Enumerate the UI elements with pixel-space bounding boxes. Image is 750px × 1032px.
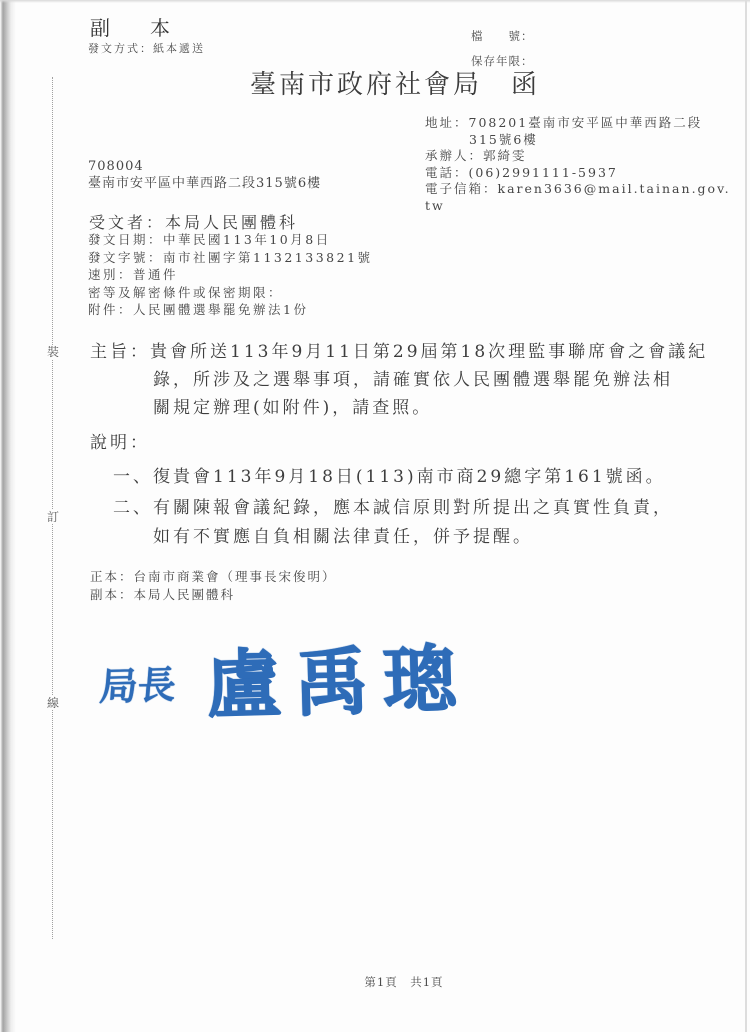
sender-contact-person: 承辦人：郭綺雯 xyxy=(425,148,527,163)
document-meta-block xyxy=(88,231,373,319)
speed-class: 速別：普通件 xyxy=(88,267,179,282)
subject-line-1: 主旨：貴會所送113年9月11日第29屆第18次理監事聯席會之會議紀 xyxy=(90,342,709,362)
subject-paragraph xyxy=(90,338,708,422)
signature-title: 局長 xyxy=(98,661,178,709)
subject-line-2: 錄，所涉及之選舉事項，請確實依人民團體選舉罷免辦法相 xyxy=(153,370,673,390)
sender-address-line2: 315號6樓 xyxy=(469,131,538,147)
recipient-line: 受文者：本局人民團體科 xyxy=(89,213,299,232)
sender-email-line2: tw xyxy=(425,197,445,213)
document-number: 發文字號：南市社團字第1132133821號 xyxy=(88,249,373,265)
document-title: 臺南市政府社會局 函 xyxy=(250,70,541,100)
copy-recipient: 副本：本局人民團體科 xyxy=(90,586,236,602)
explanation-heading: 說明： xyxy=(90,433,150,453)
explanation-item-1: 一、復貴會113年9月18日(113)南市商29總字第161號函。 xyxy=(113,467,666,487)
sender-email-line1: 電子信箱：karen3636@mail.tainan.gov. xyxy=(425,181,731,196)
explanation-item-2: 二、有關陳報會議紀錄，應本誠信原則對所提出之真實性負責， xyxy=(113,498,673,518)
binding-mark-ding: 訂 xyxy=(46,510,59,524)
retention-period-label: 保存年限： xyxy=(471,54,534,68)
explanation-item-2-continued: 如有不實應自負相關法律責任，併予提醒。 xyxy=(153,527,533,547)
scan-edge-right xyxy=(745,0,747,1032)
binding-dotted-line xyxy=(52,77,53,939)
subject-line-3: 關規定辦理(如附件)，請查照。 xyxy=(153,398,433,418)
recipient-address-block xyxy=(88,158,321,192)
file-number-label: 檔 號： xyxy=(471,29,534,43)
sender-address-line1: 地址：708201臺南市安平區中華西路二段 xyxy=(425,115,703,130)
binding-mark-zhuang: 裝 xyxy=(46,345,59,359)
recipient-street: 臺南市安平區中華西路二段315號6樓 xyxy=(88,176,322,191)
signature-name: 盧禹璁 xyxy=(205,636,472,730)
page-number-footer: 第1頁 共1頁 xyxy=(364,975,444,989)
security-class: 密等及解密條件或保密期限： xyxy=(88,284,284,300)
scan-edge-top xyxy=(0,0,750,3)
issue-date: 發文日期：中華民國113年10月8日 xyxy=(88,232,331,247)
sender-phone: 電話：(06)2991111-5937 xyxy=(425,164,618,180)
binding-mark-xian: 線 xyxy=(46,696,59,710)
copy-type-label: 副 本 xyxy=(90,16,180,40)
director-signature xyxy=(99,620,472,736)
attachment-note: 附件：人民團體選舉罷免辦法1份 xyxy=(88,302,309,317)
distribution-block xyxy=(90,568,337,603)
sender-contact-block xyxy=(425,115,731,214)
scan-edge-left xyxy=(0,0,16,1032)
recipient-zip: 708004 xyxy=(88,159,144,174)
delivery-method: 發文方式：紙本遞送 xyxy=(88,42,205,55)
original-recipient: 正本：台南市商業會（理事長宋俊明） xyxy=(90,569,337,584)
